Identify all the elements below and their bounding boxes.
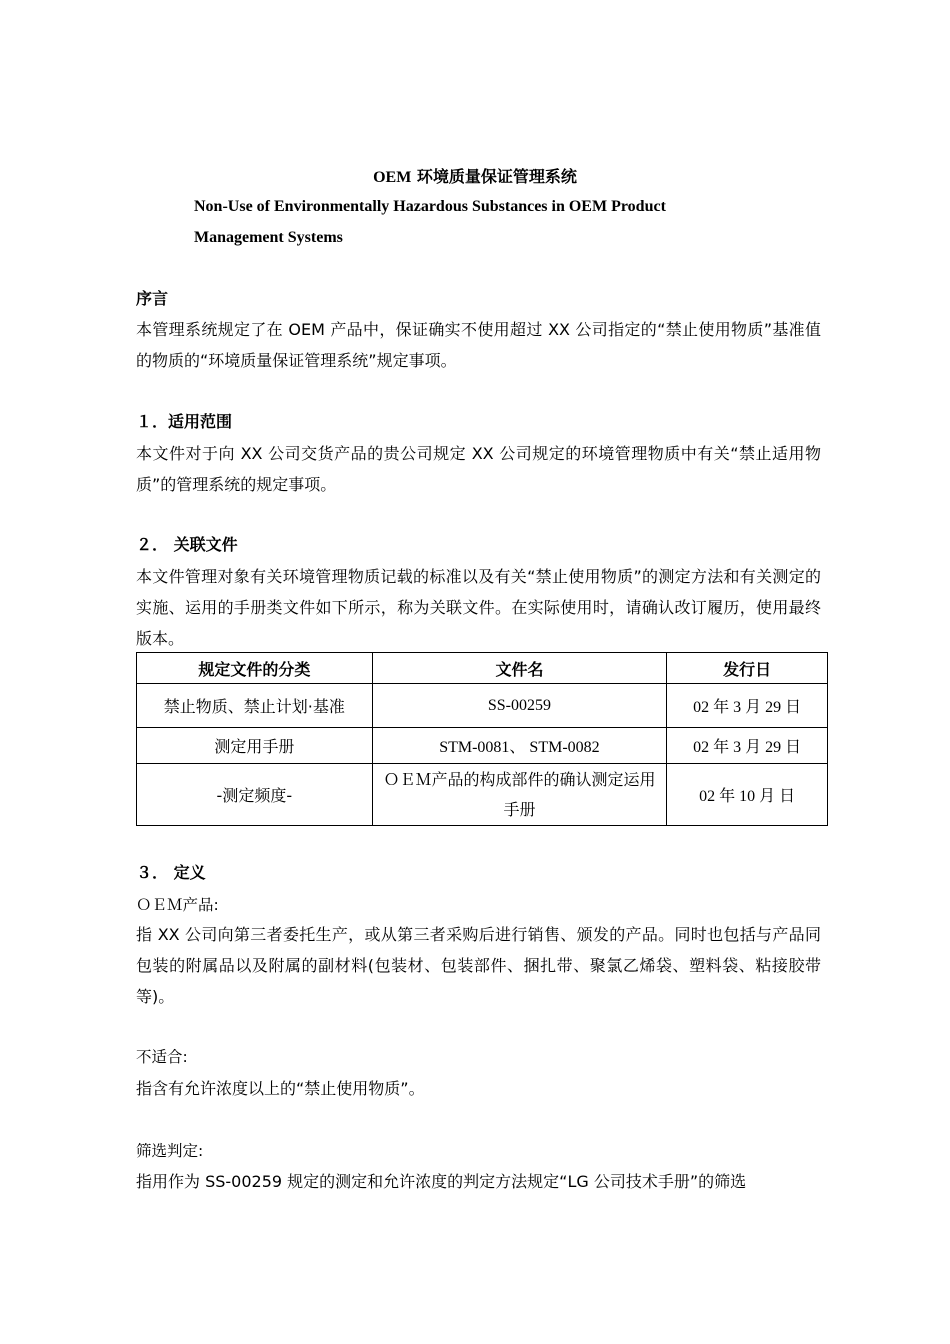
table-header-filename: 文件名 [372, 653, 667, 684]
preface-paragraph: 本管理系统规定了在 OEM 产品中，保证确实不使用超过 XX 公司指定的“禁止使用物质”基准值的物质的“环境质量保证管理系统”规定事项。 [136, 320, 821, 370]
document-title [0, 166, 950, 189]
section-3-heading: ３． 定义 [136, 863, 206, 882]
related-documents-table [136, 652, 828, 826]
unfit-definition: 指含有允许浓度以上的“禁止使用物质”。 [136, 1079, 425, 1098]
table-cell-category: 禁止物质、禁止计划·基准 [137, 684, 373, 728]
title-text: 环境质量保证管理系统 [411, 167, 577, 186]
table-row [137, 764, 828, 826]
table-cell-filename: SS-00259 [372, 684, 667, 728]
section-2-paragraph: 本文件管理对象有关环境管理物质记载的标准以及有关“禁止使用物质”的测定方法和有关测定的实施、运用的手册类文件如下所示，称为关联文件。在实际使用时，请确认改订履历，使用最终版本。 [136, 567, 821, 648]
table-cell-category: 测定用手册 [137, 728, 373, 764]
table-header-issue-date: 发行日 [667, 653, 828, 684]
table-cell-issue-date: 02 年 10 月 日 [667, 764, 828, 826]
preface-heading: 序言 [136, 289, 169, 308]
screening-definition: 指用作为 SS-00259 规定的测定和允许浓度的判定方法规定“LG 公司技术手册”的筛选 [136, 1172, 747, 1191]
table-cell-filename: ＯＥＭ产品的构成部件的确认测定运用手册 [372, 764, 667, 826]
section-2-heading: ２． 关联文件 [136, 535, 238, 554]
english-subtitle-line-1: Non-Use of Environmentally Hazardous Substances in OEM Product [194, 198, 666, 215]
english-subtitle-line-2: Management Systems [194, 229, 343, 246]
table-cell-issue-date: 02 年 3 月 29 日 [667, 728, 828, 764]
oem-product-definition: 指 XX 公司向第三者委托生产，或从第三者采购后进行销售、颁发的产品。同时也包括与产品同包装的附属品以及附属的副材料(包装材、包装部件、捆扎带、聚氯乙烯袋、塑料袋、粘接胶带等)。 [136, 925, 821, 1006]
table-cell-filename: STM-0081、 STM-0082 [372, 728, 667, 764]
oem-product-label: ＯＥＭ产品: [136, 896, 219, 914]
unfit-label: 不适合: [136, 1048, 188, 1066]
table-row [137, 684, 828, 728]
title-prefix: OEM [373, 169, 412, 186]
section-1-paragraph: 本文件对于向 XX 公司交货产品的贵公司规定 XX 公司规定的环境管理物质中有关“禁止适用物质”的管理系统的规定事项。 [136, 444, 821, 494]
table-header-category: 规定文件的分类 [137, 653, 373, 684]
section-1-heading: １．适用范围 [136, 412, 233, 431]
table-row [137, 728, 828, 764]
table-header-row [137, 653, 828, 684]
table-cell-issue-date: 02 年 3 月 29 日 [667, 684, 828, 728]
screening-label: 筛选判定: [136, 1142, 204, 1160]
table-cell-category: -测定频度- [137, 764, 373, 826]
